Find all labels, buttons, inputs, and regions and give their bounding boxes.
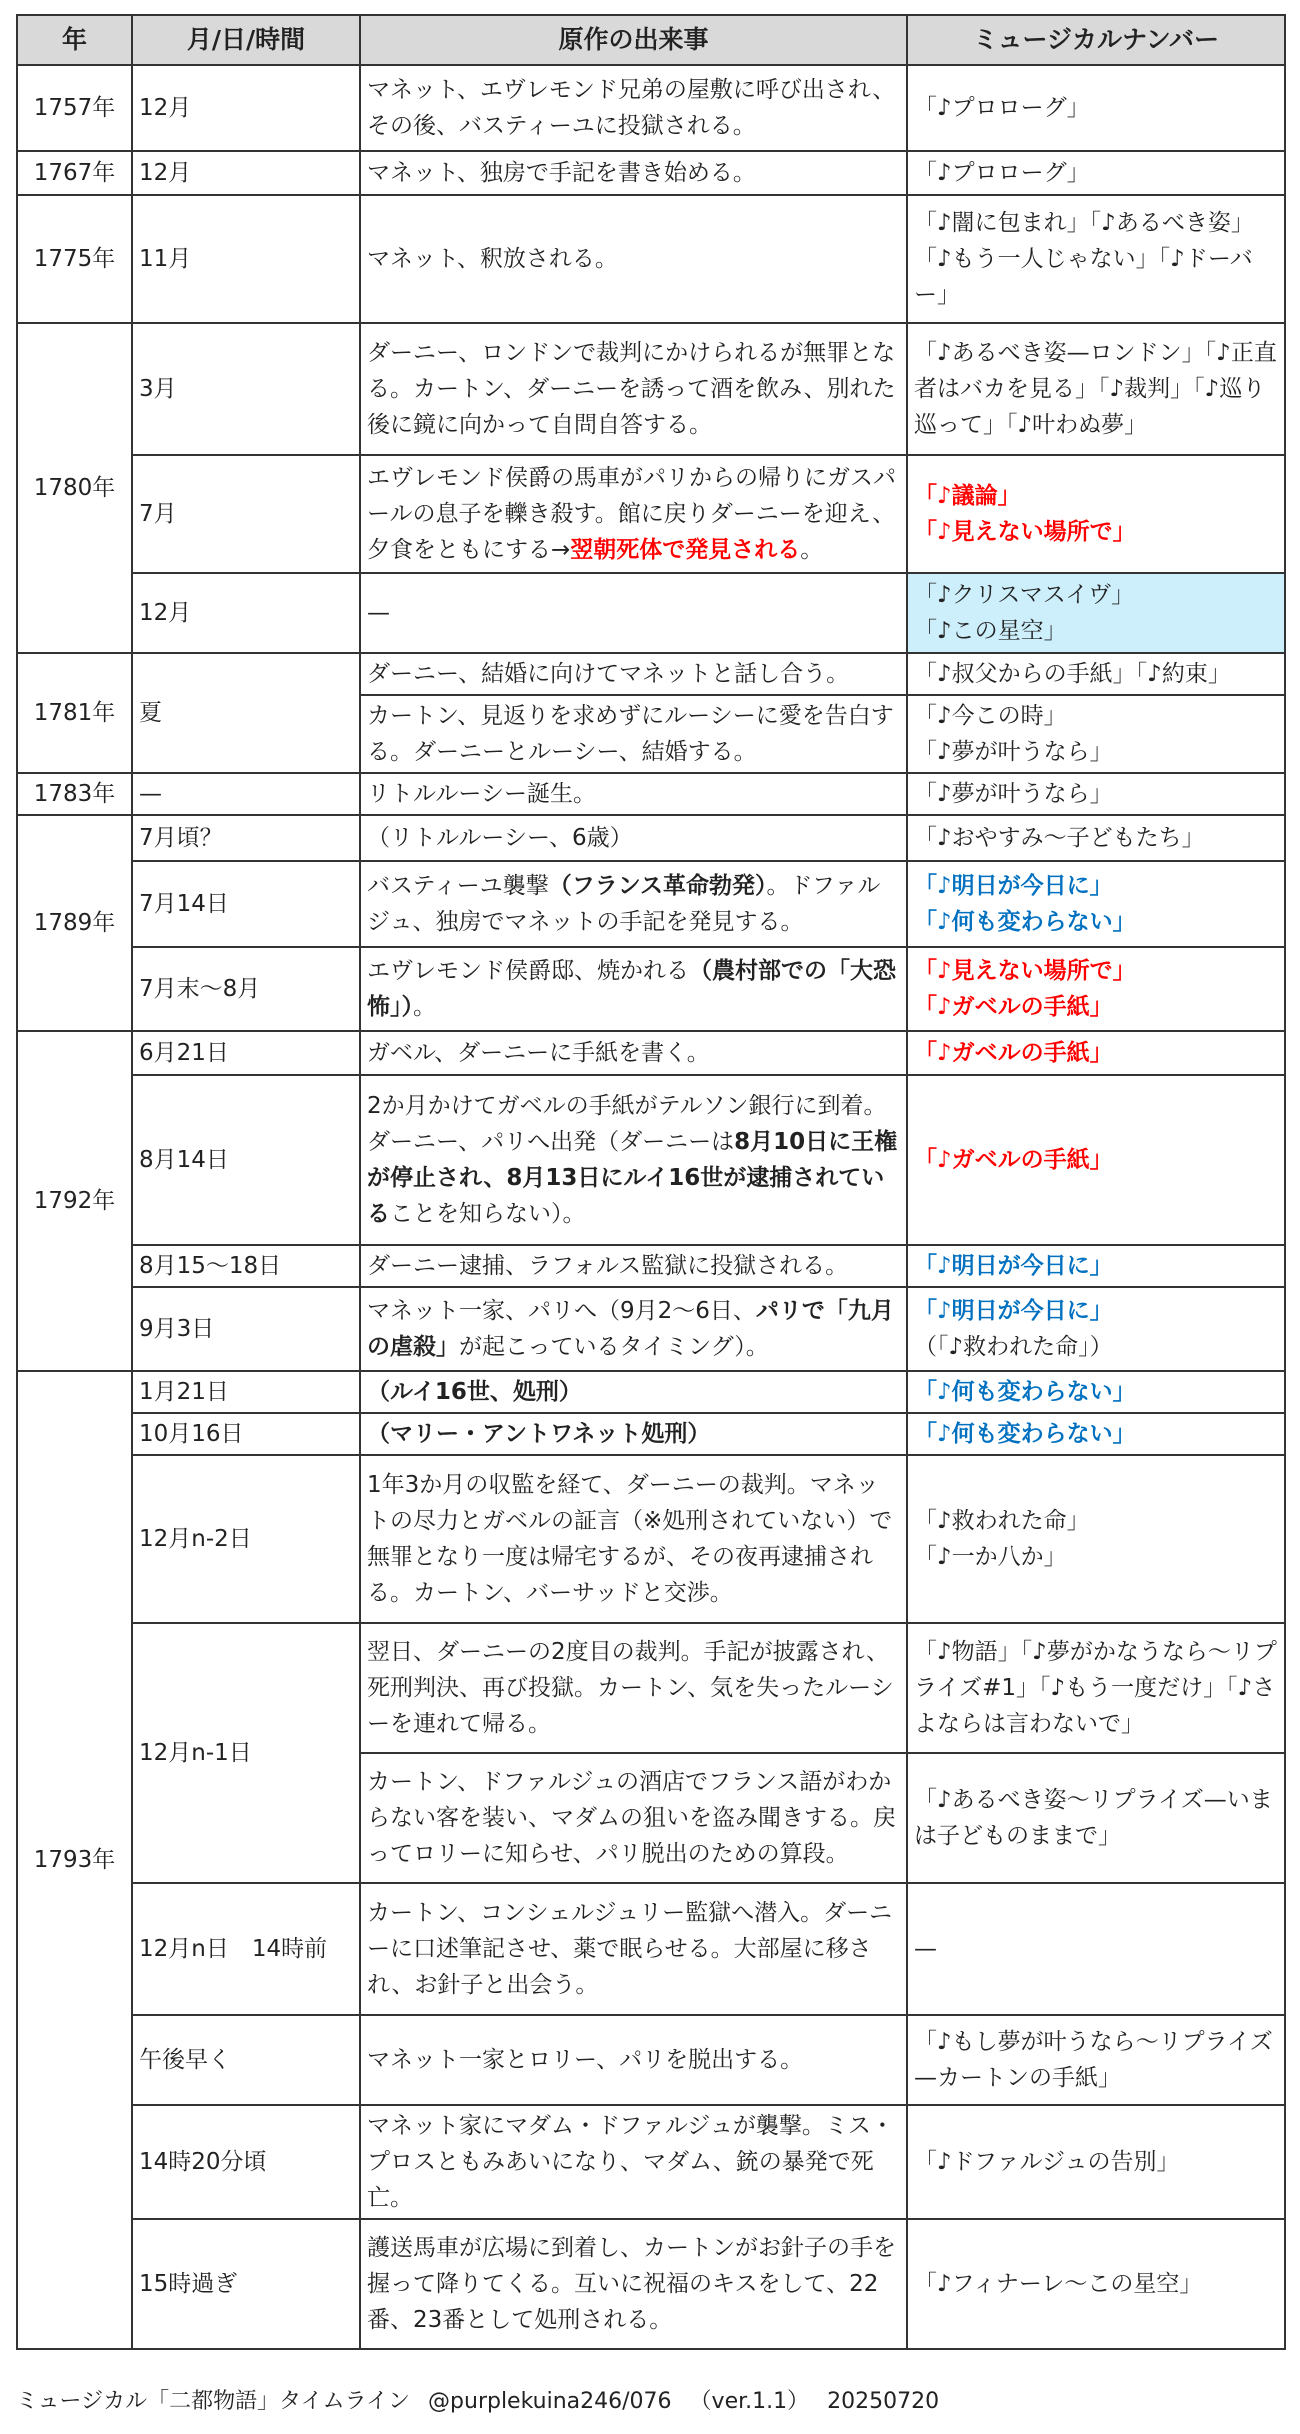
number-cell: 「♪叔父からの手紙」「♪約束」 bbox=[907, 653, 1285, 695]
number-cell: 「♪ドファルジュの告別」 bbox=[907, 2105, 1285, 2219]
number-cell bbox=[907, 1287, 1285, 1371]
number-cell bbox=[907, 1371, 1285, 1413]
footer-title: ミュージカル「二都物語」タイムライン bbox=[16, 2389, 411, 2414]
number-cell: 「♪闇に包まれ」「♪あるべき姿」「♪もう一人じゃない」「♪ドーバー」 bbox=[907, 195, 1285, 323]
event-cell bbox=[360, 1287, 907, 1371]
table-row bbox=[17, 1287, 1285, 1371]
number-item: 「♪何も変わらない」 bbox=[914, 1379, 1136, 1405]
date-cell: 7月頃？ bbox=[132, 815, 360, 861]
number-item: 「♪ガベルの手紙」 bbox=[914, 994, 1113, 1020]
number-cell bbox=[907, 947, 1285, 1031]
event-cell: マネット、エヴレモンド兄弟の屋敷に呼び出され、その後、バスティーユに投獄される。 bbox=[360, 65, 907, 151]
table-row bbox=[17, 773, 1285, 815]
number-item: 「♪今この時」 bbox=[914, 703, 1067, 729]
number-cell bbox=[907, 861, 1285, 947]
event-cell: カートン、ドファルジュの酒店でフランス語がわからない客を装い、マダムの狙いを盗み聞きする。戻ってロリーに知らせ、パリ脱出のための算段。 bbox=[360, 1753, 907, 1883]
event-cell: マネット家にマダム・ドファルジュが襲撃。ミス・プロスともみあいになり、マダム、銃の暴発で死亡。 bbox=[360, 2105, 907, 2219]
event-cell: ダーニー逮捕、ラフォルス監獄に投獄される。 bbox=[360, 1245, 907, 1287]
table-row bbox=[17, 1075, 1285, 1245]
year-cell: 1793年 bbox=[17, 1371, 132, 2349]
event-cell bbox=[360, 861, 907, 947]
date-cell: 7月 bbox=[132, 455, 360, 573]
table-row bbox=[17, 2219, 1285, 2349]
number-cell: 「♪あるべき姿—ロンドン」「♪正直者はバカを見る」「♪裁判」「♪巡り巡って」「♪叶わぬ夢」 bbox=[907, 323, 1285, 455]
event-cell: マネット、独房で手記を書き始める。 bbox=[360, 151, 907, 195]
number-item: 「♪明日が今日に」 bbox=[914, 873, 1113, 899]
table-row bbox=[17, 2015, 1285, 2105]
number-item: 「♪クリスマスイヴ」 bbox=[914, 582, 1135, 608]
number-cell bbox=[907, 455, 1285, 573]
event-cell: ダーニー、ロンドンで裁判にかけられるが無罪となる。カートン、ダーニーを誘って酒を飲み、別れた後に鏡に向かって自問自答する。 bbox=[360, 323, 907, 455]
date-cell: 12月n-1日 bbox=[132, 1623, 360, 1883]
event-cell: （リトルルーシー、6歳） bbox=[360, 815, 907, 861]
number-cell: 「♪あるべき姿～リプライズ—いまは子どものままで」 bbox=[907, 1753, 1285, 1883]
table-row bbox=[17, 151, 1285, 195]
number-item: （「♪救われた命」） bbox=[914, 1334, 1113, 1360]
number-cell bbox=[907, 1075, 1285, 1245]
event-text: 。 bbox=[413, 994, 436, 1020]
event-text: 。ドファルジュ、独房でマネットの手記を発見する。 bbox=[367, 873, 881, 935]
number-cell bbox=[907, 1413, 1285, 1455]
table-row bbox=[17, 1413, 1285, 1455]
event-highlight: 翌朝死体で発見される bbox=[570, 537, 801, 563]
footer-author: @purplekuina246/076 bbox=[428, 2389, 672, 2414]
event-text: ことを知らない）。 bbox=[390, 1201, 586, 1227]
footer-caption bbox=[16, 2384, 957, 2415]
table-row bbox=[17, 195, 1285, 323]
event-text: が起こっているタイミング）。 bbox=[459, 1334, 769, 1360]
event-emphasis: （農村部での「大恐怖」） bbox=[367, 958, 896, 1020]
header-date: 月/日/時間 bbox=[132, 15, 360, 65]
date-cell: 8月15～18日 bbox=[132, 1245, 360, 1287]
year-cell: 1789年 bbox=[17, 815, 132, 1031]
table-row bbox=[17, 861, 1285, 947]
footer-date: 20250720 bbox=[827, 2389, 940, 2414]
number-cell: — bbox=[907, 1883, 1285, 2015]
date-cell: 11月 bbox=[132, 195, 360, 323]
table-row bbox=[17, 455, 1285, 573]
event-cell bbox=[360, 455, 907, 573]
number-cell: 「♪もし夢が叶うなら～リプライズ—カートンの手紙」 bbox=[907, 2015, 1285, 2105]
number-item: 「♪見えない場所で」 bbox=[914, 519, 1136, 545]
date-cell: 12月 bbox=[132, 65, 360, 151]
event-cell bbox=[360, 1371, 907, 1413]
date-cell: 12月n日 14時前 bbox=[132, 1883, 360, 2015]
date-cell: — bbox=[132, 773, 360, 815]
number-cell bbox=[907, 1031, 1285, 1075]
header-row bbox=[17, 15, 1285, 65]
table-row bbox=[17, 1455, 1285, 1623]
header-number: ミュージカルナンバー bbox=[907, 15, 1285, 65]
date-cell: 12月n-2日 bbox=[132, 1455, 360, 1623]
number-cell bbox=[907, 695, 1285, 773]
header-event: 原作の出来事 bbox=[360, 15, 907, 65]
number-item: 「♪明日が今日に」 bbox=[914, 1253, 1113, 1279]
number-item: 「♪救われた命」 bbox=[914, 1508, 1090, 1534]
event-text: 2か月かけてガベルの手紙がテルソン銀行に到着。ダーニー、パリへ出発（ダーニーは bbox=[367, 1093, 887, 1155]
event-cell: カートン、見返りを求めずにルーシーに愛を告白する。ダーニーとルーシー、結婚する。 bbox=[360, 695, 907, 773]
table-row bbox=[17, 815, 1285, 861]
event-emphasis: パリで「九月の虐殺」 bbox=[367, 1298, 894, 1360]
event-cell: カートン、コンシェルジュリー監獄へ潜入。ダーニーに口述筆記させ、薬で眠らせる。大部屋に移され、お針子と出会う。 bbox=[360, 1883, 907, 2015]
date-cell: 7月末～8月 bbox=[132, 947, 360, 1031]
date-cell: 10月16日 bbox=[132, 1413, 360, 1455]
date-cell: 1月21日 bbox=[132, 1371, 360, 1413]
date-cell: 8月14日 bbox=[132, 1075, 360, 1245]
table-row bbox=[17, 1883, 1285, 2015]
number-item: 「♪議論」 bbox=[914, 483, 1021, 509]
event-text: 。 bbox=[800, 537, 824, 563]
number-item: 「♪一か八か」 bbox=[914, 1544, 1067, 1570]
number-item: 「♪見えない場所で」 bbox=[914, 958, 1136, 984]
table-row bbox=[17, 1245, 1285, 1287]
number-item: 「♪ガベルの手紙」 bbox=[914, 1040, 1113, 1066]
event-cell: — bbox=[360, 573, 907, 653]
event-emphasis: （マリー・アントワネット処刑） bbox=[367, 1421, 711, 1447]
footer-version: （ver.1.1） bbox=[689, 2389, 810, 2414]
year-cell: 1783年 bbox=[17, 773, 132, 815]
date-cell: 9月3日 bbox=[132, 1287, 360, 1371]
table-row bbox=[17, 1371, 1285, 1413]
number-item: 「♪何も変わらない」 bbox=[914, 909, 1136, 935]
event-emphasis: （ルイ16世、処刑） bbox=[367, 1379, 582, 1405]
table-row bbox=[17, 2105, 1285, 2219]
event-text: エヴレモンド侯爵邸、焼かれる bbox=[367, 958, 689, 984]
event-cell bbox=[360, 1075, 907, 1245]
event-cell: リトルルーシー誕生。 bbox=[360, 773, 907, 815]
timeline-table-wrapper bbox=[16, 14, 1284, 2350]
date-cell: 12月 bbox=[132, 151, 360, 195]
number-item: 「♪何も変わらない」 bbox=[914, 1421, 1136, 1447]
event-cell bbox=[360, 1413, 907, 1455]
timeline-table bbox=[16, 14, 1286, 2350]
event-cell bbox=[360, 947, 907, 1031]
event-cell: 護送馬車が広場に到着し、カートンがお針子の手を握って降りてくる。互いに祝福のキスをして、22番、23番として処刑される。 bbox=[360, 2219, 907, 2349]
year-cell: 1767年 bbox=[17, 151, 132, 195]
event-cell: マネット一家とロリー、パリを脱出する。 bbox=[360, 2015, 907, 2105]
date-cell: 午後早く bbox=[132, 2015, 360, 2105]
number-item: 「♪ガベルの手紙」 bbox=[914, 1147, 1113, 1173]
year-cell: 1780年 bbox=[17, 323, 132, 653]
date-cell: 14時20分頃 bbox=[132, 2105, 360, 2219]
date-cell: 12月 bbox=[132, 573, 360, 653]
header-year: 年 bbox=[17, 15, 132, 65]
event-cell: ダーニー、結婚に向けてマネットと話し合う。 bbox=[360, 653, 907, 695]
number-item: 「♪この星空」 bbox=[914, 618, 1067, 644]
year-cell: 1757年 bbox=[17, 65, 132, 151]
table-row bbox=[17, 323, 1285, 455]
table-row bbox=[17, 947, 1285, 1031]
number-item: 「♪夢が叶うなら」 bbox=[914, 739, 1113, 765]
number-cell: 「♪夢が叶うなら」 bbox=[907, 773, 1285, 815]
event-cell: 翌日、ダーニーの2度目の裁判。手記が披露され、死刑判決、再び投獄。カートン、気を失ったルーシーを連れて帰る。 bbox=[360, 1623, 907, 1753]
year-cell: 1775年 bbox=[17, 195, 132, 323]
event-cell: 1年3か月の収監を経て、ダーニーの裁判。マネットの尽力とガベルの証言（※処刑されていない）で無罪となり一度は帰宅するが、その夜再逮捕される。カートン、バーサッドと交渉。 bbox=[360, 1455, 907, 1623]
event-text: マネット一家、パリへ（9月2～6日、 bbox=[367, 1298, 756, 1324]
date-cell: 夏 bbox=[132, 653, 360, 773]
table-row bbox=[17, 65, 1285, 151]
number-cell: 「♪プロローグ」 bbox=[907, 151, 1285, 195]
date-cell: 15時過ぎ bbox=[132, 2219, 360, 2349]
event-text: エヴレモンド侯爵の馬車がパリからの帰りにガスパールの息子を轢き殺す。館に戻りダーニーを迎え、夕食をともにする→ bbox=[367, 465, 896, 563]
date-cell: 3月 bbox=[132, 323, 360, 455]
number-cell: 「♪プロローグ」 bbox=[907, 65, 1285, 151]
event-emphasis: 8月10日に王権が停止され、8月13日にルイ16世が逮捕されている bbox=[367, 1129, 898, 1227]
event-text: バスティーユ襲撃 bbox=[367, 873, 549, 899]
date-cell: 6月21日 bbox=[132, 1031, 360, 1075]
year-cell: 1792年 bbox=[17, 1031, 132, 1371]
table-row bbox=[17, 1031, 1285, 1075]
number-cell bbox=[907, 573, 1285, 653]
number-item: 「♪明日が今日に」 bbox=[914, 1298, 1113, 1324]
number-cell: 「♪フィナーレ～この星空」 bbox=[907, 2219, 1285, 2349]
event-cell: マネット、釈放される。 bbox=[360, 195, 907, 323]
table-row bbox=[17, 1623, 1285, 1753]
number-cell bbox=[907, 1455, 1285, 1623]
number-cell bbox=[907, 1245, 1285, 1287]
number-cell: 「♪おやすみ～子どもたち」 bbox=[907, 815, 1285, 861]
event-cell: ガベル、ダーニーに手紙を書く。 bbox=[360, 1031, 907, 1075]
date-cell: 7月14日 bbox=[132, 861, 360, 947]
year-cell: 1781年 bbox=[17, 653, 132, 773]
number-cell: 「♪物語」「♪夢がかなうなら～リプライズ#1」「♪もう一度だけ」「♪さよならは言わないで」 bbox=[907, 1623, 1285, 1753]
table-row bbox=[17, 653, 1285, 695]
table-row bbox=[17, 573, 1285, 653]
event-emphasis: （フランス革命勃発） bbox=[548, 873, 767, 899]
